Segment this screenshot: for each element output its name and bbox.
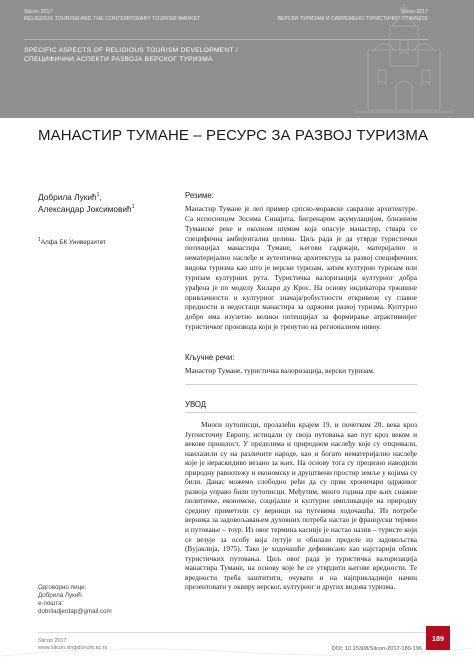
conference-title-en: RELIGIOUS TOURISM AND THE CONTEMPORARY TOURISM MARKET	[24, 16, 201, 22]
header-band	[0, 0, 474, 118]
footer-website: www.sitcon.singidunum.ac.rs	[38, 645, 108, 651]
footer-journal-name: Sitcon 2017	[38, 638, 67, 644]
section-title-en: SPECIFIC ASPECTS OF RELIGIOUS TOURISM DEVELOPMENT /	[24, 47, 238, 54]
journal-meta-left	[24, 9, 200, 23]
author-1: Добрила Лукић$^1$,	[38, 192, 102, 202]
page-number-badge: 189	[426, 626, 450, 650]
affiliation-name: Алфа БК Универзитет	[40, 239, 106, 246]
email-label: е-пошта:	[38, 600, 64, 607]
keywords-text: Манастир Тумане, туристичка валоризација, верски туризам.	[185, 366, 375, 375]
abstract-label: Резиме:	[185, 191, 214, 200]
correspondence-label: Одговорно лице:	[38, 584, 87, 591]
abstract-text: Манастир Тумане је леп пример српско-моравске сакралне архитектуре. Са испосницом Зосима Синајита, бигренаром акумулацијом, близином Туманске реке и околном шумом која опасује манастир, ствара се специфична амбијентална целина. Циљ рада је да утврде туристички потенцијал манастира Тумане, његови садржаји, материјално и нематеријално наслеђе и аутентична архитектура за развој специфичних видова туризма као што је верски туризам, затим културни туризам или туризам културних рута. Туристичка валоризација културног добра урађена је по моделу Хилари ду Крос. На основу индикатора тржишне привлачности и културног значаја/робустности откривене су главне предности и недостаци манастира за одрживи развој туризма. Културно добро има изузетно велики потенцијал за формирање атрактивнијег туристичког производа који је тренутно на регионалном нивоу.	[185, 204, 417, 332]
correspondence-name: Добрила Лукић	[38, 592, 82, 599]
journal-name-right: Sitcon 2017	[400, 9, 428, 15]
journal-name-left: Sitcon 2017	[24, 9, 53, 15]
doi-link[interactable]: DOI: 10.15308/Sitcon-2017-189-196	[331, 646, 422, 652]
author-2-name: Александар Јоксимовић	[38, 204, 132, 214]
affiliation-sup: 1	[38, 236, 41, 243]
author-2-sup: 1	[131, 204, 135, 211]
section-separator-bottom	[185, 412, 417, 413]
footer-divider	[38, 632, 436, 633]
section-separator-top	[185, 384, 417, 385]
author-2	[38, 203, 134, 215]
section-title	[24, 46, 238, 64]
author-1-sup: 1	[96, 192, 100, 199]
footer-journal-info	[38, 638, 107, 652]
intro-text: Многи путописци, пролазећи крајем 19. и почетком 20. века кроз Југоисточну Европу, истицали су своја путовања као пут кроз веком и векове прошлост. У пределима и природном наслеђу које су откривали, наилазили су на различите народе, као и богато нематеријално наслеђе које је нераскидиво везано за њих. На основу тога су прецизно наводили природну равнотежу и економску и друштвени простор земље у којима су били. Данас можемо слободно рећи да су први хроничари одрживог развоја управо били путописци. Међутим, много година пре њих снажне политичке, економске, социјалне и културне импликације на природну средину приметили су верници на путевима ходочашћа. Из потребе верника за задовољавањем духовних потреба настао је француски термин и путовање – тоур. Из овог термина касније је настао назив – туристе који се везује за особу која путује и обилази пределе из задовољства (Вујаклија, 1975). Тако је ходочашће дефинисано као најстарији облик туристичких путовања. Циљ овог рада је туристичка валоризација манастира Тумане, на основу које ће се утврдити његове вредности. Те вредности треба заштитити, очувати и на најприкладнији начин презентовати у оквиру верског, културног и других видова туризма.	[185, 420, 417, 592]
author-1-name: Добрила Лукић	[38, 192, 97, 202]
section-title-sr: СПЕЦИФИЧНИ АСПЕКТИ РАЗВОЈА ВЕРСКОГ ТУРИЗМА	[24, 56, 213, 63]
author-list	[38, 191, 134, 215]
intro-heading: УВОД	[185, 400, 207, 409]
conference-title-sr: ВЕРСКИ ТУРИЗАМ И САВРЕМЕНО ТУРИСТИЧКО ТРЖИШТЕ	[277, 16, 428, 22]
watermark-illustration	[334, 0, 474, 118]
email-address: dobriladjerdap@gmail.com	[38, 608, 112, 615]
correspondence-block	[38, 584, 112, 616]
affiliation	[38, 238, 106, 247]
article-title: МАНАСТИР ТУМАНЕ – РЕСУРС ЗА РАЗВОЈ ТУРИЗМА	[38, 127, 429, 144]
keywords-label: Кључне речи:	[185, 353, 235, 362]
